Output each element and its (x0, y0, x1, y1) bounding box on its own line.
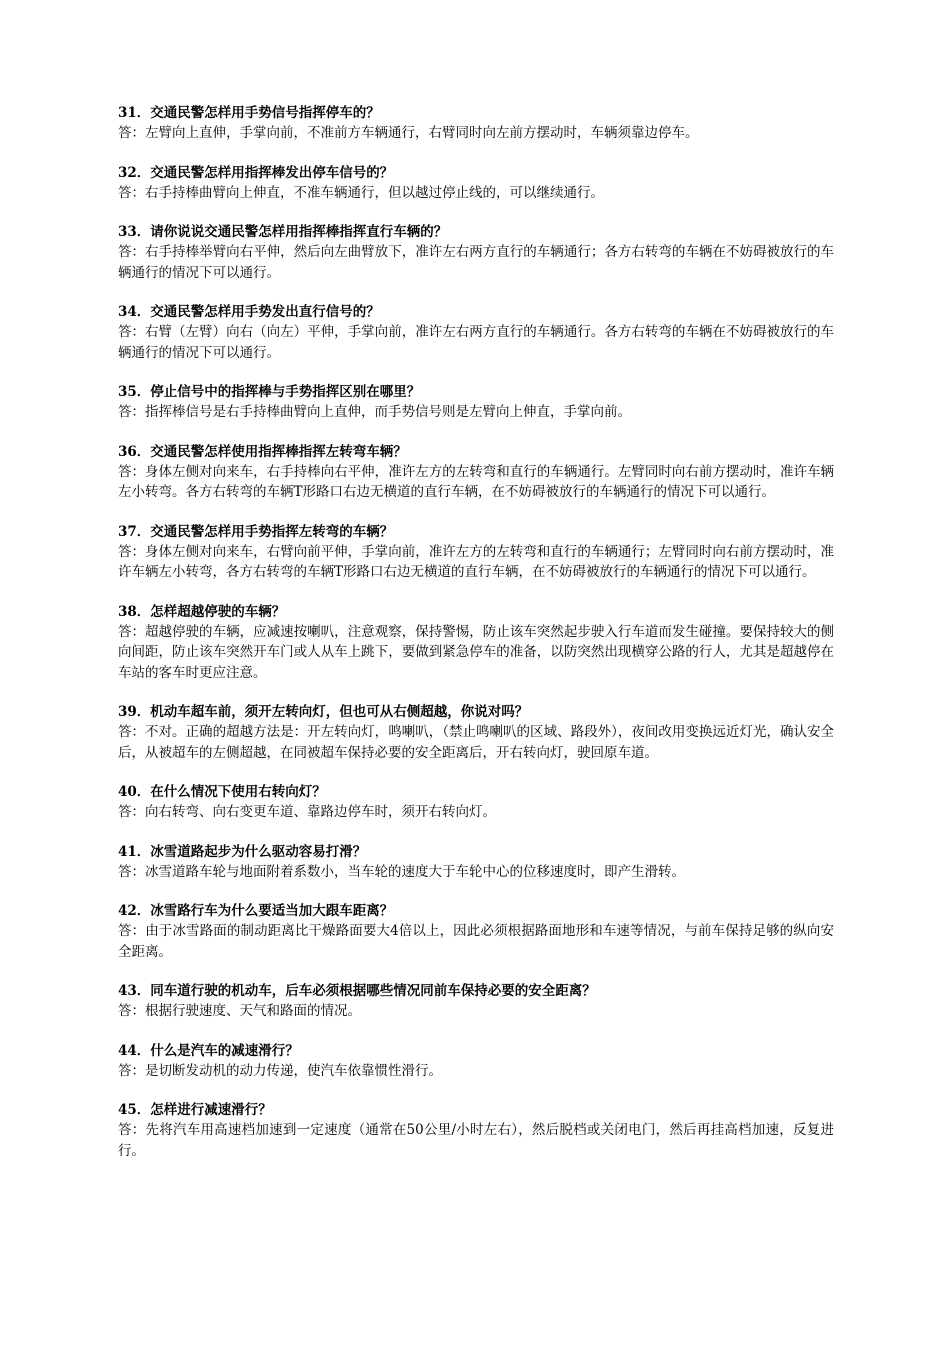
answer-45: 答：先将汽车用高速档加速到一定速度（通常在50公里/小时左右），然后脱档或关闭电门，然后再挂高档加速，反复进行。 (118, 1122, 834, 1159)
answer-37: 答：身体左侧对向来车，右臂向前平伸，手掌向前，准许左方的左转弯和直行的车辆通行；左臂同时向右前方摆动时，准许车辆左小转弯，各方右转弯的车辆T形路口右边无横道的直行车辆，在不妨碍被放行的车辆通行的情况下可以通行。 (118, 543, 834, 580)
answer-41: 答：冰雪道路车轮与地面附着系数小，当车轮的速度大于车轮中心的位移速度时，即产生滑转。 (118, 863, 685, 880)
question-44: 44．什么是汽车的减速滑行？ (118, 1042, 299, 1059)
qa-item-31 (118, 103, 834, 144)
qa-item-45 (118, 1100, 834, 1161)
answer-36: 答：身体左侧对向来车，右手持棒向右平伸，准许左方的左转弯和直行的车辆通行。左臂同时向右前方摆动时，准许车辆左小转弯。各方右转弯的车辆T形路口右边无横道的直行车辆，在不妨碍被放行的车辆通行的情况下可以通行。 (118, 463, 834, 500)
qa-item-35 (118, 382, 834, 423)
qa-item-42 (118, 901, 834, 962)
answer-34: 答：右臂（左臂）向右（向左）平伸，手掌向前，准许左右两方直行的车辆通行。各方右转弯的车辆在不妨碍被放行的车辆通行的情况下可以通行。 (118, 324, 834, 361)
question-32: 32．交通民警怎样用指挥棒发出停车信号的？ (118, 164, 394, 181)
question-39: 39．机动车超车前，须开左转向灯，但也可从右侧超越，你说对吗？ (118, 704, 529, 720)
question-38: 38．怎样超越停驶的车辆？ (118, 603, 286, 620)
qa-item-38 (118, 602, 834, 684)
question-40: 40．在什么情况下使用右转向灯？ (118, 784, 326, 800)
qa-item-41 (118, 842, 834, 883)
qa-item-40 (118, 782, 834, 823)
question-45: 45．怎样进行减速滑行？ (118, 1102, 272, 1118)
answer-32: 答：右手持棒曲臂向上伸直，不准车辆通行，但以越过停止线的，可以继续通行。 (118, 184, 604, 201)
qa-item-37 (118, 522, 834, 583)
qa-item-33 (118, 222, 834, 283)
question-42: 42．冰雪路行车为什么要适当加大跟车距离？ (118, 903, 394, 919)
question-43: 43．同车道行驶的机动车，后车必须根据哪些情况同前车保持必要的安全距离？ (118, 983, 596, 999)
question-37: 37．交通民警怎样用手势指挥左转弯的车辆？ (118, 523, 394, 540)
question-35: 35．停止信号中的指挥棒与手势指挥区别在哪里？ (118, 384, 421, 400)
qa-item-43 (118, 981, 834, 1022)
answer-39: 答：不对。正确的超越方法是：开左转向灯，鸣喇叭，（禁止鸣喇叭的区域、路段外），夜间改用变换远近灯光，确认安全后，从被超车的左侧超越，在同被超车保持必要的安全距离后，开右转向灯，驶回原车道。 (118, 724, 834, 761)
question-33: 33．请你说说交通民警怎样用指挥棒指挥直行车辆的？ (118, 224, 448, 240)
question-34: 34．交通民警怎样用手势发出直行信号的？ (118, 304, 380, 320)
question-41: 41．冰雪道路起步为什么驱动容易打滑？ (118, 843, 367, 860)
answer-33: 答：右手持棒举臂向右平伸，然后向左曲臂放下，准许左右两方直行的车辆通行；各方右转弯的车辆在不妨碍被放行的车辆通行的情况下可以通行。 (118, 244, 834, 281)
answer-38: 答：超越停驶的车辆，应减速按喇叭，注意观察，保持警惕，防止该车突然起步驶入行车道而发生碰撞。要保持较大的侧向间距，防止该车突然开车门或人从车上跳下，要做到紧急停车的准备，以防突然出现横穿公路的行人，尤其是超越停在车站的客车时更应注意。 (118, 623, 834, 681)
question-36: 36．交通民警怎样使用指挥棒指挥左转弯车辆？ (118, 443, 407, 460)
answer-42: 答：由于冰雪路面的制动距离比干燥路面要大4倍以上，因此必须根据路面地形和车速等情况，与前车保持足够的纵向安全距离。 (118, 923, 834, 960)
qa-item-39 (118, 702, 834, 763)
qa-item-32 (118, 163, 834, 204)
answer-31: 答：左臂向上直伸，手掌向前，不准前方车辆通行，右臂同时向左前方摆动时，车辆须靠边停车。 (118, 125, 699, 141)
question-31: 31．交通民警怎样用手势信号指挥停车的？ (118, 105, 380, 121)
answer-43: 答：根据行驶速度、天气和路面的情况。 (118, 1003, 361, 1019)
qa-item-34 (118, 302, 834, 363)
answer-40: 答：向右转弯、向右变更车道、靠路边停车时，须开右转向灯。 (118, 804, 496, 820)
answer-44: 答：是切断发动机的动力传递，使汽车依靠惯性滑行。 (118, 1062, 442, 1079)
answer-35: 答：指挥棒信号是右手持棒曲臂向上直伸，而手势信号则是左臂向上伸直，手掌向前。 (118, 404, 631, 420)
qa-item-44 (118, 1041, 834, 1082)
document-page (118, 103, 834, 1180)
qa-item-36 (118, 442, 834, 503)
